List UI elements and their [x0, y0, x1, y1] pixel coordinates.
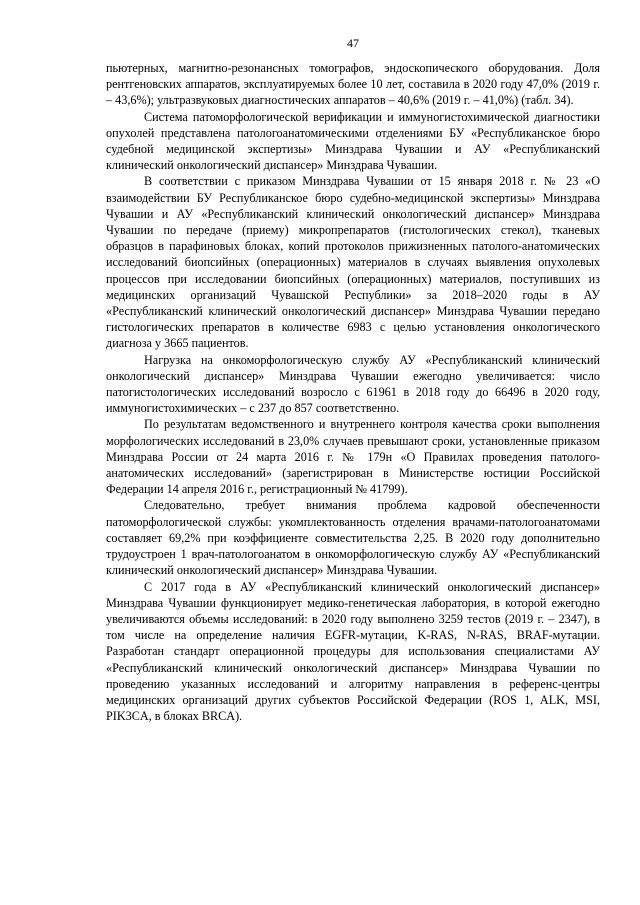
paragraph-quality-control: По результатам ведомственного и внутреннего контроля качества сроки выполнения морфологических исследований в 23,0% случаев превышают сроки, установленные приказом Минздрава России от 24 марта 2016 г. № 179н «О Правилах проведения патолого-анатомических исследований» (зарегистрирован в Министерстве юстиции Российской Федерации 14 апреля 2016 г., регистрационный № 41799). [106, 417, 600, 497]
paragraph-order-23: В соответствии с приказом Минздрава Чувашии от 15 января 2018 г. № 23 «О взаимодействии БУ Республиканское бюро судебно-медицинской экспертизы» Минздрава Чувашии и АУ «Республиканский клинический онкологический диспансер» Минздрава Чувашии по передаче (приему) микропрепаратов (гистологических стекол), тканевых образцов в парафиновых блоках, копий протоколов прижизненных патолого-анатомических исследований биопсийных (операционных) материалов в случаях выявления опухолевых процессов при исследовании биопсийных (операционных) материалов, поступивших из медицинских организаций Чувашской Республики» за 2018–2020 годы в АУ «Республиканский клинический онкологический диспансер» Минздрава Чувашии передано гистологических препаратов в количестве 6983 с целью установления онкологического диагноза у 3665 пациентов. [106, 174, 600, 351]
paragraph-pathomorphology-system: Система патоморфологической верификации и иммуногистохимической диагностики опухолей представлена патологоанатомическими отделениями БУ «Республиканское бюро судебной медицинской экспертизы» Минздрава Чувашии и АУ «Республиканский клинический онкологический диспансер» Минздрава Чувашии. [106, 109, 600, 173]
page-number: 47 [347, 36, 359, 50]
paragraph-genetic-lab: С 2017 года в АУ «Республиканский клинический онкологический диспансер» Минздрава Чувашии функционирует медико-генетическая лаборатория, в которой ежегодно увеличиваются объемы исследований: в 2020 году выполнено 3259 тестов (2019 г. – 2347), в том числе на определение наличия EGFR-мутации, K-RAS, N-RAS, BRAF-мутации. Разработан стандарт операционной процедуры для использования специалистами АУ «Республиканский клинический онкологический диспансер» Минздрава Чувашии по проведению указанных исследований и алгоритму направления в референс-центры медицинских организаций других субъектов Российской Федерации (ROS 1, ALK, MSI, PIK3CA, в блоках BRCA). [106, 579, 600, 724]
paragraph-equipment-age: пьютерных, магнитно-резонансных томографов, эндоскопического оборудования. Доля рентгеновских аппаратов, эксплуатируемых более 10 лет, составила в 2020 году 47,0% (2019 г. – 43,6%); ультразвуковых диагностических аппаратов – 40,6% (2019 г. – 41,0%) (табл. 34). [106, 61, 600, 108]
paragraph-staffing: Следовательно, требует внимания проблема кадровой обеспеченности патоморфологической службы: укомплектованность отделения врачами-патологоанатомами составляет 69,2% при коэффициенте совместительства 2,25. В 2020 году дополнительно трудоустроен 1 врач-патологоанатом в онкоморфологическую службу АУ «Республиканский клинический онкологический диспансер» Минздрава Чувашии. [106, 498, 600, 578]
paragraph-workload: Нагрузка на онкоморфологическую службу АУ «Республиканский клинический онкологический диспансер» Минздрава Чувашии ежегодно увеличивается: число патогистологических исследований возросло с 61961 в 2018 году до 66496 в 2020 году, иммуногистохимических – с 237 до 857 соответственно. [106, 352, 600, 416]
document-body [106, 60, 600, 724]
